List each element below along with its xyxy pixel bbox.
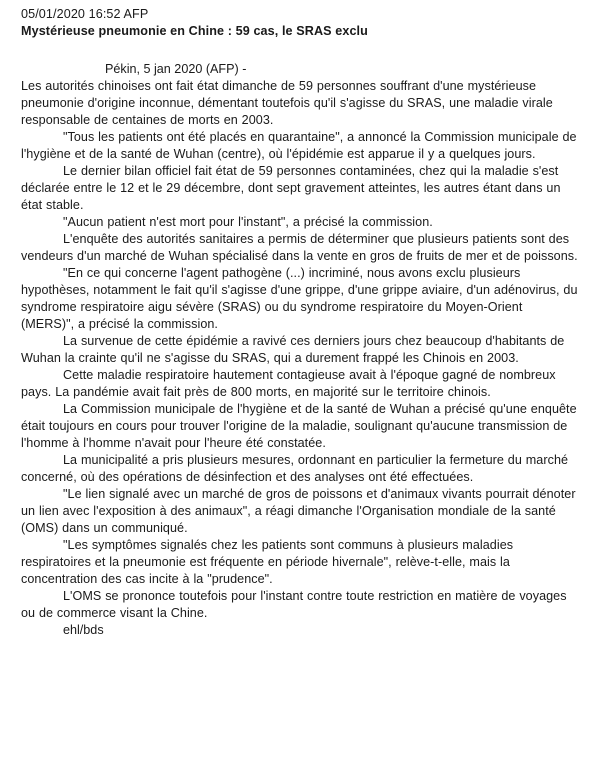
author-signature: ehl/bds	[63, 623, 104, 637]
headline: Mystérieuse pneumonie en Chine : 59 cas, le SRAS exclu	[21, 24, 368, 38]
paragraph: "Les symptômes signalés chez les patients sont communs à plusieurs maladies respiratoires et la pneumonie est fréquente en période hivernale", relève-t-elle, mais la concentration des cas incite à la "prudence".	[21, 538, 514, 586]
paragraph: La Commission municipale de l'hygiène et de la santé de Wuhan a précisé qu'une enquête était toujours en cours pour trouver l'origine de la maladie, soulignant qu'aucune transmission de l'homme à l'homme n'avait pour l'heure été constatée.	[21, 402, 577, 450]
paragraph: L'enquête des autorités sanitaires a permis de déterminer que plusieurs patients sont des vendeurs d'un marché de Wuhan spécialisé dans la vente en gros de fruits de mer et de poissons.	[21, 232, 578, 263]
paragraph: "Tous les patients ont été placés en quarantaine", a annoncé la Commission municipale de l'hygiène et de la santé de Wuhan (centre), où l'épidémie est apparue il y a quelques jours.	[21, 130, 577, 161]
paragraph: Le dernier bilan officiel fait état de 59 personnes contaminées, chez qui la maladie s'est déclarée entre le 12 et le 29 décembre, dont sept gravement atteintes, les autres étant dans un état stable.	[21, 164, 561, 212]
dateline: Pékin, 5 jan 2020 (AFP) -	[105, 62, 247, 76]
article-body	[21, 78, 578, 622]
paragraph: La municipalité a pris plusieurs mesures, ordonnant en particulier la fermeture du marché concerné, où des opérations de désinfection et des analyses ont été effectuées.	[21, 453, 569, 484]
paragraph: "Le lien signalé avec un marché de gros de poissons et d'animaux vivants pourrait dénoter un lien avec l'exposition à des animaux", a réagi dimanche l'Organisation mondiale de la santé (OMS) dans un communiqué.	[21, 487, 576, 535]
paragraph: "En ce qui concerne l'agent pathogène (...) incriminé, nous avons exclu plusieurs hypothèses, notamment le fait qu'il s'agisse d'une grippe, d'une grippe aviaire, d'un adénovirus, du syndrome respiratoire aigu sévère (SRAS) ou du syndrome respiratoire du Moyen-Orient (MERS)", a précisé la commission.	[21, 266, 578, 331]
paragraph: L'OMS se prononce toutefois pour l'instant contre toute restriction en matière de voyages ou de commerce visant la Chine.	[21, 589, 567, 620]
paragraph: "Aucun patient n'est mort pour l'instant", a précisé la commission.	[63, 215, 433, 229]
paragraph: Cette maladie respiratoire hautement contagieuse avait à l'époque gagné de nombreux pays. La pandémie avait fait près de 800 morts, en majorité sur le territoire chinois.	[21, 368, 556, 399]
dispatch-timestamp: 05/01/2020 16:52 AFP	[21, 7, 149, 21]
paragraph: Les autorités chinoises ont fait état dimanche de 59 personnes souffrant d'une mystérieuse pneumonie d'origine inconnue, démentant toutefois qu'il s'agisse du SRAS, une maladie virale responsable de centaines de morts en 2003.	[21, 79, 553, 127]
paragraph: La survenue de cette épidémie a ravivé ces derniers jours chez beaucoup d'habitants de Wuhan la crainte qu'il ne s'agisse du SRAS, qui a durement frappé les Chinois en 2003.	[21, 334, 565, 365]
